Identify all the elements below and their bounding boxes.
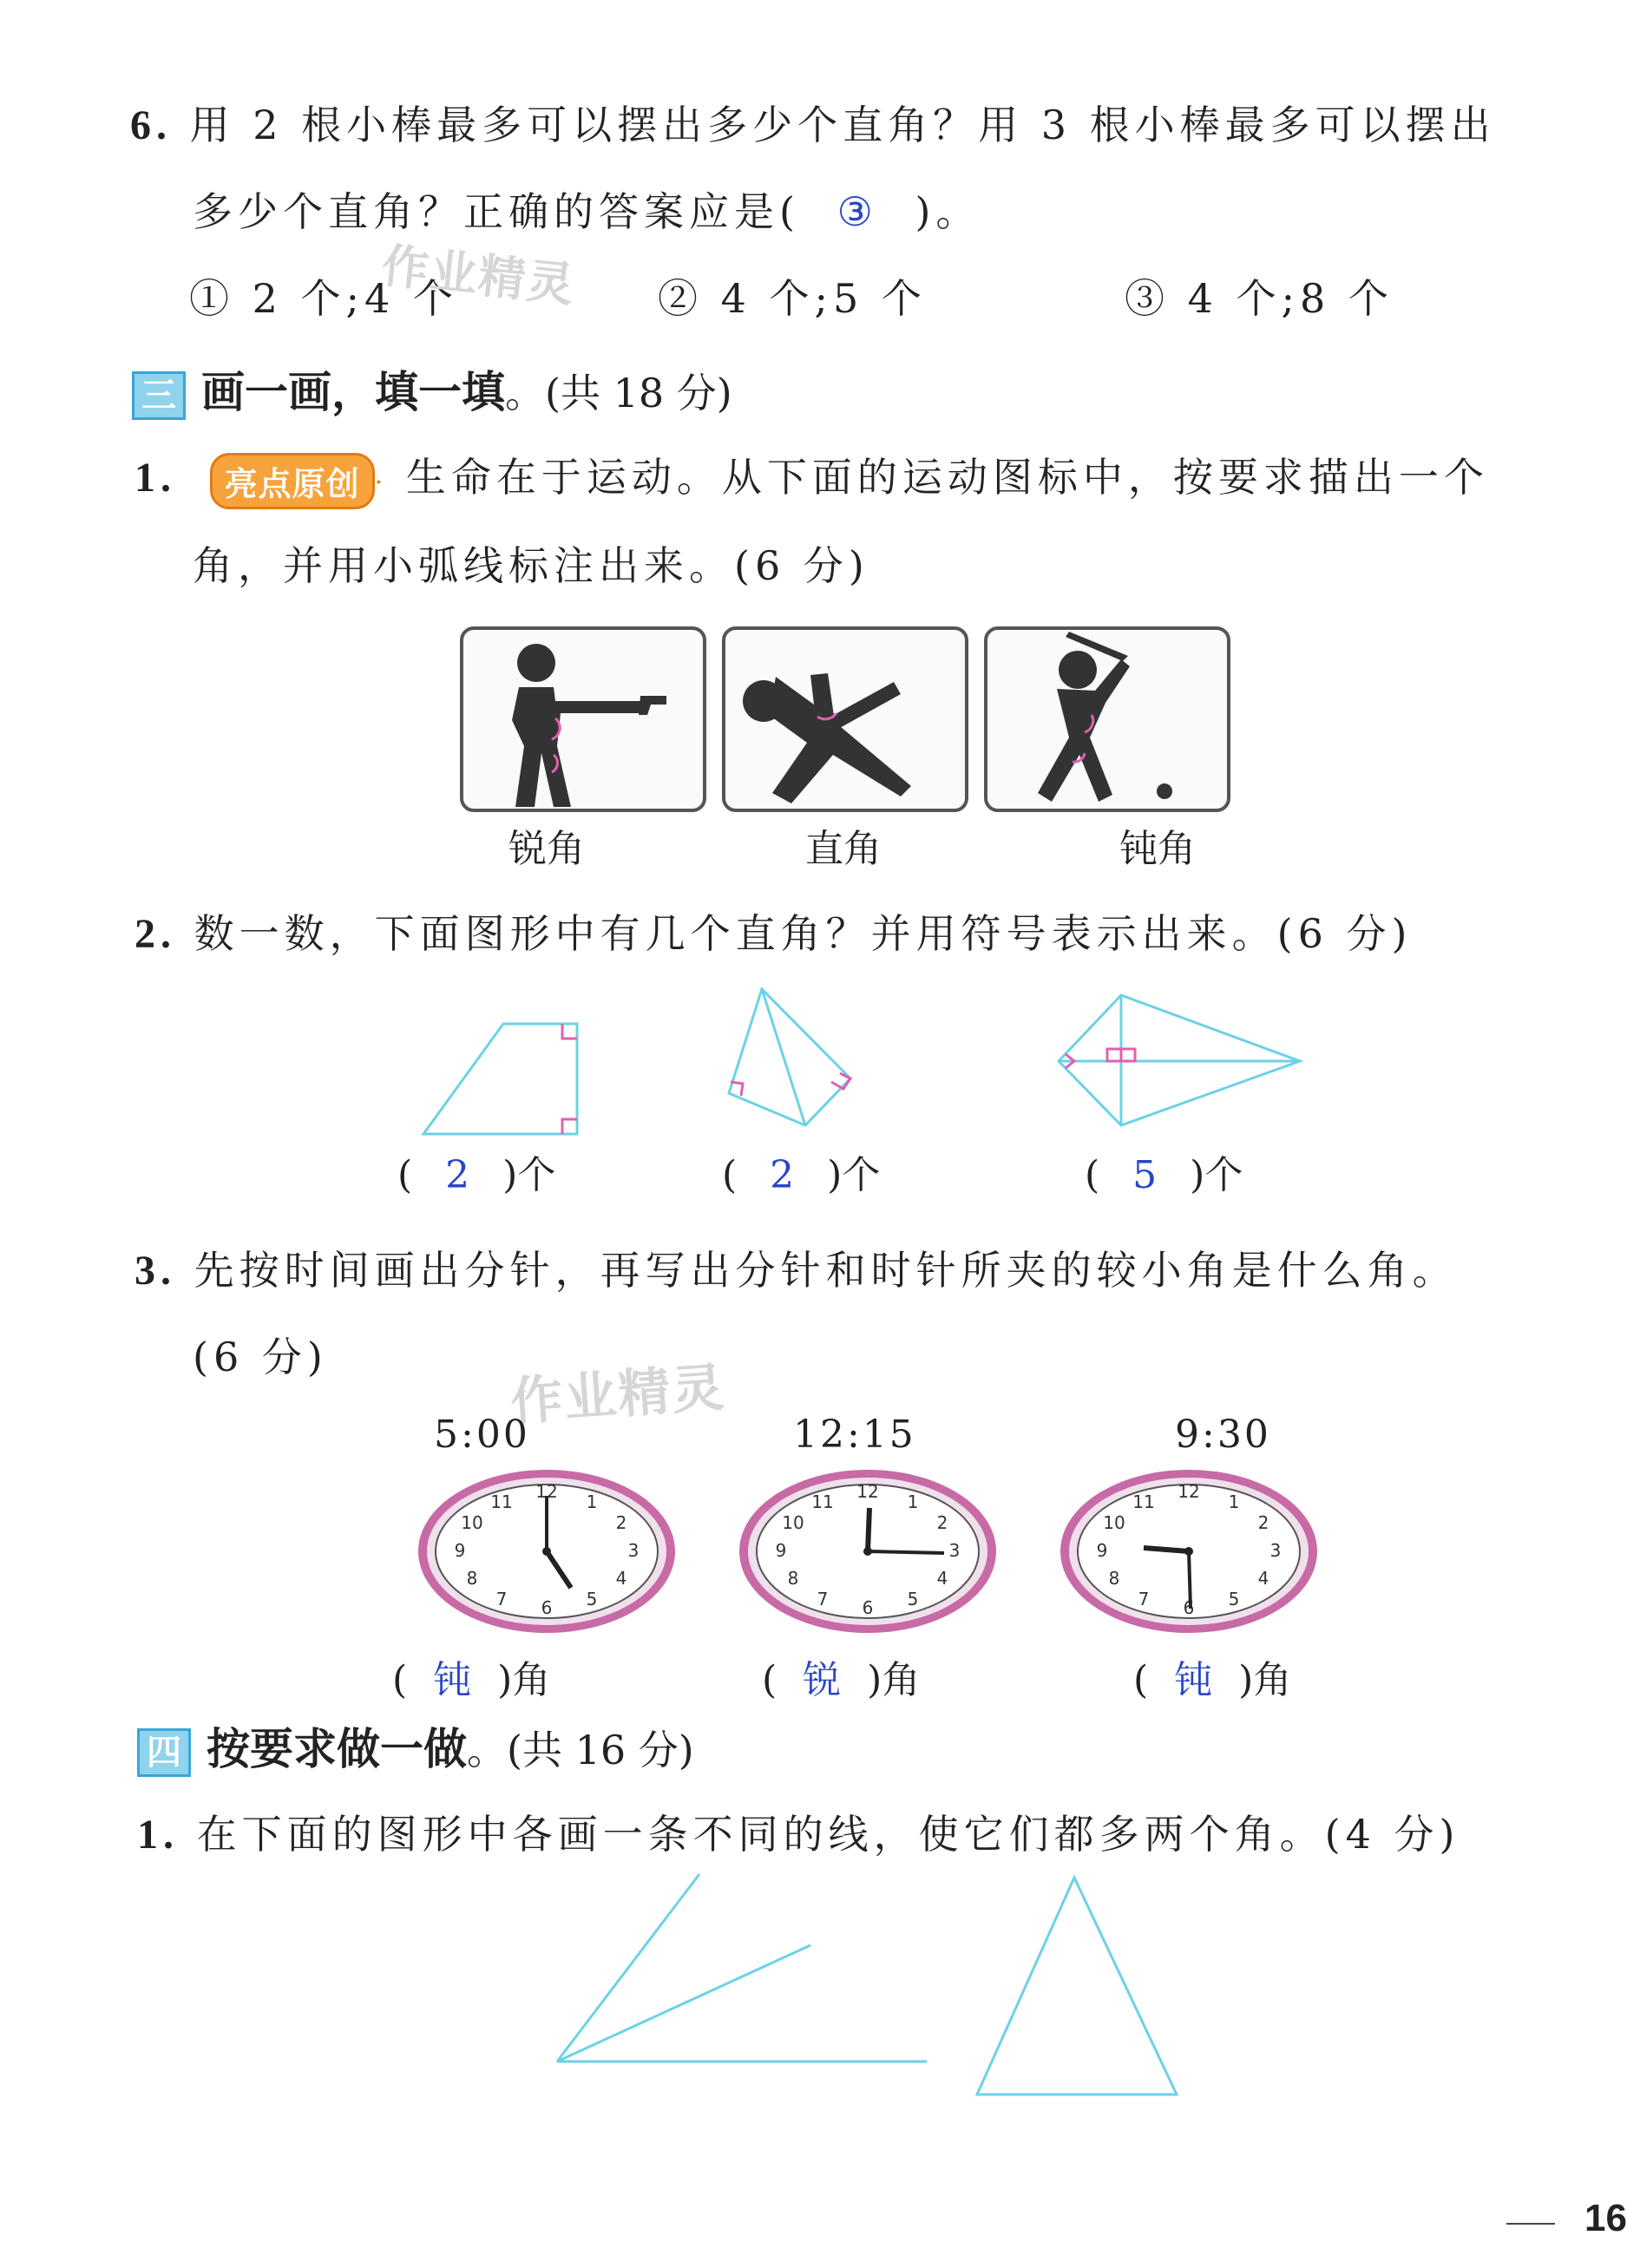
s3q2-line [134,902,1412,960]
tag-dot: · [374,468,389,498]
draw-line-shapes [538,1865,1189,2108]
unit-text: 角 [512,1658,551,1702]
sport-label-1: 锐角 [508,827,585,871]
question-text: 先按时间画出分针，再写出分针和时针所夹的较小角是什么角。 [194,1247,1458,1294]
answer-blank-3[interactable]: ( 5 )个 [1085,1153,1243,1197]
answer-blank-5[interactable]: ( 锐 )角 [762,1658,921,1702]
pyramid-shape [729,989,850,1125]
question-number: 3. [134,1248,176,1294]
answer-blank-1[interactable]: ( 2 )个 [397,1153,556,1197]
answer-text: 钝 [1174,1658,1213,1702]
right-angle-shapes [408,976,1362,1141]
q6-option-1: ① 2 个;4 个 [189,275,458,322]
watermark: 作业精灵 [508,1357,728,1433]
unit-text: 角 [1253,1658,1292,1702]
s3q3-line1 [134,1239,1458,1296]
unit-text: 角 [882,1658,921,1702]
clock-12-15 [739,1470,996,1633]
clock-faces [417,1466,1328,1640]
section-number-badge: 四 [137,1728,191,1777]
watermark: 作业精灵 [378,238,579,313]
kicking-figure-icon [724,628,967,810]
answer-blank-2[interactable]: ( 2 )个 [722,1153,881,1197]
clock-9-30 [1060,1470,1317,1633]
answer-text: ③ [836,188,878,235]
answer-text: 锐 [803,1658,842,1702]
section-points: 。(共 16 分) [467,1727,694,1773]
section-header-4 [137,1714,694,1777]
page-number: 16 [1584,2197,1627,2239]
page-divider [1506,2223,1555,2225]
question-number: 1. [137,1812,179,1858]
unit-text: 个 [517,1153,556,1197]
answer-text: 2 [770,1153,795,1197]
answer-blank-4[interactable]: ( 钝 )角 [392,1658,551,1702]
section-title: 画一画，填一填 [201,367,505,417]
q6-option-2: ② 4 个;5 个 [658,275,927,322]
sport-icons [458,625,1239,816]
section-points: 。(共 18 分) [505,370,732,416]
clock-5-00 [418,1470,675,1633]
angle-figure [557,1874,927,2062]
kite-shape [1059,995,1300,1125]
question-number: 2. [134,911,176,957]
trapezoid-shape [423,1024,577,1134]
s3q3-line2: (6 分) [193,1334,328,1380]
q6-line1 [130,94,1496,151]
section-number-badge: 三 [132,371,186,420]
question-text: 在下面的图形中各画一条不同的线，使它们都多两个角。(4 分) [196,1811,1460,1858]
section-header-3 [132,357,732,420]
answer-text: 2 [445,1153,470,1197]
answer-text: 5 [1132,1153,1158,1197]
answer-text: 钝 [433,1658,472,1702]
question-text: 用 2 根小棒最多可以摆出多少个直角？用 3 根小棒最多可以摆出 [189,102,1496,148]
triangle-figure [977,1878,1177,2094]
question-text: 数一数，下面图形中有几个直角？并用符号表示出来。(6 分) [194,910,1413,957]
sport-label-3: 钝角 [1119,827,1196,871]
q6-line2 [193,180,981,238]
clock-time-2: 12:15 [793,1413,916,1457]
s3q1-line1 [134,446,1489,509]
unit-text: 个 [842,1153,881,1197]
unit-text: 个 [1204,1153,1243,1197]
q6-option-3: ③ 4 个;8 个 [1125,275,1394,322]
clock-time-1: 5:00 [434,1413,530,1457]
sport-label-2: 直角 [805,827,882,871]
question-text: )。 [915,188,981,235]
answer-blank-6[interactable]: ( 钝 )角 [1133,1658,1292,1702]
shooting-figure-icon [462,628,705,810]
question-number: 6. [130,102,172,148]
question-text: 多少个直角？正确的答案应是( [193,188,800,235]
question-number: 1. [134,455,176,501]
question-text: 生命在于运动。从下面的运动图标中，按要求描出一个 [405,454,1489,501]
section-title: 按要求做一做 [207,1724,467,1774]
clock-time-3: 9:30 [1175,1413,1271,1457]
page-number-area [1506,2197,1627,2249]
s3q1-line2: 角，并用小弧线标注出来。(6 分) [193,542,869,589]
highlight-original-tag: 亮点原创 [210,453,375,509]
s4q1-line [137,1803,1460,1860]
golf-figure-icon [986,628,1229,810]
